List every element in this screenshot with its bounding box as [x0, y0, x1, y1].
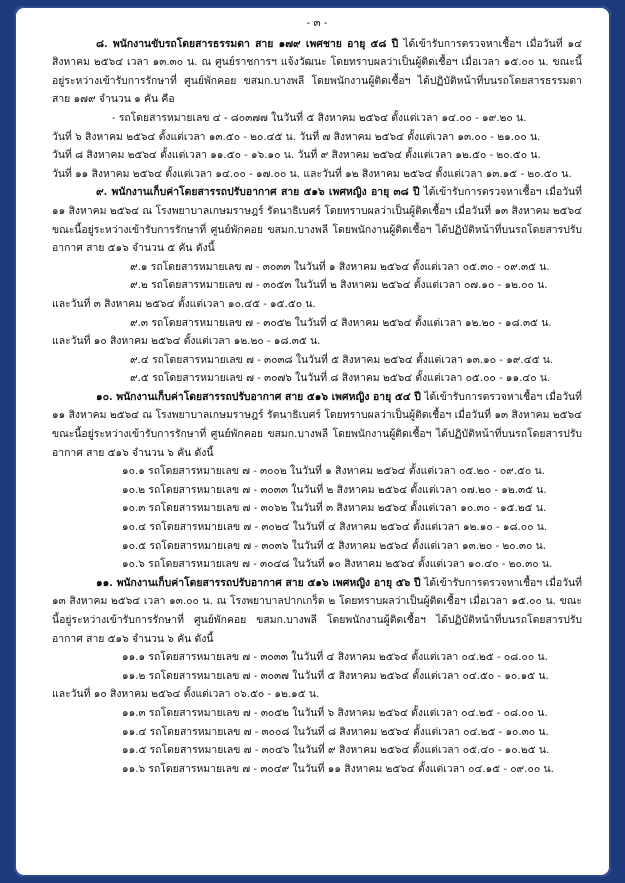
case-body-text: ได้เข้ารับการตรวจหาเชื้อฯ เมื่อวันที่ ๑๓ สิงหาคม ๒๕๖๔ เวลา ๑๓.๐๐ น. ณ โรงพยาบาลปากเกร็ด ๒ โดยทราบผลว่าเป็นผู้ติดเชื้อฯ เมื่อเวลา ๑๕.๐๐ น. ขณะนี้อยู่ระหว่างเข้ารับการรักษาที่ ศูนย์พักคอย ขสมก.บางพลี โดยพนักงานผู้ติดเชื้อฯ ได้ปฏิบัติหน้าที่บนรถโดยสารปรับอากาศ สาย ๕๑๖ จำนวน ๖ คัน ดังนี้ [52, 576, 582, 645]
schedule-continuation: วันที่ ๖ สิงหาคม ๒๕๖๔ ตั้งแต่เวลา ๑๓.๕๐ - ๒๐.๔๕ น. วันที่ ๗ สิงหาคม ๒๕๖๔ ตั้งแต่เวลา ๑๓.๐๐ - ๒๑.๐๐ น. [52, 130, 541, 143]
case-paragraph [52, 35, 582, 109]
case-body-text: ได้เข้ารับการตรวจหาเชื้อฯ เมื่อวันที่ ๑๔ สิงหาคม ๒๕๖๔ เวลา ๑๓.๓๐ น. ณ ศูนย์ราชการฯ แจ้งวัฒนะ โดยทราบผลว่าเป็นผู้ติดเชื้อฯ เมื่อเวลา ๑๕.๐๐ น. ขณะนี้อยู่ระหว่างเข้ารับการรักษาที่ ศูนย์พักคอย ขสมก.บางพลี โดยพนักงานผู้ติดเชื้อฯ ได้ปฏิบัติหน้าที่บนรถโดยสารธรรมดา สาย ๑๗๙ จำนวน ๑ คัน คือ [52, 37, 582, 106]
case-body-text: ได้เข้ารับการตรวจหาเชื้อฯ เมื่อวันที่ ๑๑ สิงหาคม ๒๕๖๔ ณ โรงพยาบาลเกษมราษฎร์ รัตนาธิเบศร์ โดยทราบผลว่าเป็นผู้ติดเชื้อฯ เมื่อวันที่ ๑๓ สิงหาคม ๒๕๖๔ ขณะนี้อยู่ระหว่างเข้ารับการรักษาที่ ศูนย์พักคอย ขสมก.บางพลี โดยพนักงานผู้ติดเชื้อฯ ได้ปฏิบัติหน้าที่บนรถโดยสารปรับอากาศ สาย ๕๑๖ จำนวน ๖ คัน ดังนี้ [52, 390, 582, 459]
page-number: - ๓ - [306, 17, 328, 29]
case-paragraph [52, 183, 582, 257]
case-paragraph [52, 574, 582, 648]
schedule-line: ๑๐.๖ รถโดยสารหมายเลข ๗ - ๓๐๔๘ ในวันที่ ๑๐ สิงหาคม ๒๕๖๔ ตั้งแต่เวลา ๑๐.๔๐ - ๒๐.๓๐ น. [122, 558, 553, 571]
case-section [52, 35, 582, 184]
case-section [52, 388, 582, 574]
schedule-line: ๑๐.๕ รถโดยสารหมายเลข ๗ - ๓๐๓๖ ในวันที่ ๕ สิงหาคม ๒๕๖๔ ตั้งแต่เวลา ๑๓.๒๐ - ๒๐.๓๐ น. [122, 539, 547, 552]
schedule-line: ๑๑.๒ รถโดยสารหมายเลข ๗ - ๓๐๓๗ ในวันที่ ๕ สิงหาคม ๒๕๖๔ ตั้งแต่เวลา ๐๔.๕๐ - ๑๐.๑๕ น. [122, 669, 549, 682]
schedule-line: ๙.๒ รถโดยสารหมายเลข ๗ - ๓๐๕๓ ในวันที่ ๒ สิงหาคม ๒๕๖๔ ตั้งแต่เวลา ๐๗.๑๐ - ๑๒.๐๐ น. [130, 279, 548, 292]
schedule-line: ๙.๔ รถโดยสารหมายเลข ๗ - ๓๐๓๘ ในวันที่ ๕ สิงหาคม ๒๕๖๔ ตั้งแต่เวลา ๑๓.๑๐ - ๑๙.๔๕ น. [130, 353, 554, 366]
schedule-line: - รถโดยสารหมายเลข ๔ - ๘๐๓๗๗ ในวันที่ ๕ สิงหาคม ๒๕๖๔ ตั้งแต่เวลา ๑๔.๐๐ - ๑๙.๒๐ น. [112, 111, 527, 124]
schedule-line: ๑๑.๕ รถโดยสารหมายเลข ๗ - ๓๐๔๖ ในวันที่ ๙ สิงหาคม ๒๕๖๔ ตั้งแต่เวลา ๐๕.๔๐ - ๑๐.๒๕ น. [122, 744, 550, 757]
schedule-line: ๑๐.๒ รถโดยสารหมายเลข ๗ - ๓๐๓๓ ในวันที่ ๒ สิงหาคม ๒๕๖๔ ตั้งแต่เวลา ๐๗.๒๐ - ๑๒.๓๕ น. [122, 483, 547, 496]
schedule-continuation: วันที่ ๑๑ สิงหาคม ๒๕๖๔ ตั้งแต่เวลา ๑๔.๐๐ - ๑๗.๐๐ น. และวันที่ ๑๒ สิงหาคม ๒๕๖๔ ตั้งแต่เวลา ๑๓.๑๕ - ๒๐.๕๐ น. [52, 167, 572, 180]
schedule-line: ๙.๑ รถโดยสารหมายเลข ๗ - ๓๐๓๓ ในวันที่ ๑ สิงหาคม ๒๕๖๔ ตั้งแต่เวลา ๐๕.๓๐ - ๐๙.๓๕ น. [130, 260, 550, 273]
case-heading: ๑๑. พนักงานเก็บค่าโดยสารรถปรับอากาศ สาย ๕๑๖ เพศหญิง อายุ ๕๖ ปี [96, 576, 421, 589]
schedule-line: ๙.๓ รถโดยสารหมายเลข ๗ - ๓๐๕๒ ในวันที่ ๔ สิงหาคม ๒๕๖๔ ตั้งแต่เวลา ๑๒.๒๐ - ๑๘.๓๕ น. [130, 316, 552, 329]
case-section [52, 574, 582, 779]
sections-container [52, 35, 582, 779]
case-body-text: ได้เข้ารับการตรวจหาเชื้อฯ เมื่อวันที่ ๑๑ สิงหาคม ๒๕๖๔ ณ โรงพยาบาลเกษมราษฎร์ รัตนาธิเบศร์ โดยทราบผลว่าเป็นผู้ติดเชื้อฯ เมื่อวันที่ ๑๓ สิงหาคม ๒๕๖๔ ขณะนี้อยู่ระหว่างเข้ารับการรักษาที่ ศูนย์พักคอย ขสมก.บางพลี โดยพนักงานผู้ติดเชื้อฯ ได้ปฏิบัติหน้าที่บนรถโดยสารปรับอากาศ สาย ๕๑๖ จำนวน ๕ คัน ดังนี้ [52, 186, 582, 255]
schedule-line: ๑๐.๔ รถโดยสารหมายเลข ๗ - ๓๐๒๔ ในวันที่ ๔ สิงหาคม ๒๕๖๔ ตั้งแต่เวลา ๑๒.๑๐ - ๑๘.๐๐ น. [122, 521, 548, 534]
page-frame [14, 6, 611, 877]
case-section [52, 183, 582, 388]
schedule-line: ๑๑.๓ รถโดยสารหมายเลข ๗ - ๓๐๕๒ ในวันที่ ๖ สิงหาคม ๒๕๖๔ ตั้งแต่เวลา ๐๔.๒๕ - ๐๘.๐๐ น. [122, 706, 548, 719]
schedule-continuation: และวันที่ ๑๐ สิงหาคม ๒๕๖๔ ตั้งแต่เวลา ๐๖.๕๐ - ๑๒.๑๕ น. [52, 688, 320, 701]
schedule-line: ๑๑.๖ รถโดยสารหมายเลข ๗ - ๓๐๔๙ ในวันที่ ๑๑ สิงหาคม ๒๕๖๔ ตั้งแต่เวลา ๐๔.๑๕ - ๐๙.๐๐ น. [122, 762, 554, 775]
schedule-continuation: วันที่ ๘ สิงหาคม ๒๕๖๔ ตั้งแต่เวลา ๑๑.๕๐ - ๑๖.๑๐ น. วันที่ ๙ สิงหาคม ๒๕๖๔ ตั้งแต่เวลา ๑๒.๕๐ - ๒๐.๕๐ น. [52, 149, 541, 162]
schedule-continuation: และวันที่ ๓ สิงหาคม ๒๕๖๔ ตั้งแต่เวลา ๑๐.๔๕ - ๑๕.๕๐ น. [52, 297, 316, 310]
schedule-continuation: และวันที่ ๑๐ สิงหาคม ๒๕๖๔ ตั้งแต่เวลา ๑๒.๒๐ - ๑๘.๓๕ น. [52, 335, 321, 348]
case-heading: ๘. พนักงานขับรถโดยสารธรรมดา สาย ๑๗๙ เพศชาย อายุ ๕๘ ปี [96, 37, 399, 50]
schedule-line: ๑๐.๓ รถโดยสารหมายเลข ๗ - ๓๐๖๒ ในวันที่ ๓ สิงหาคม ๒๕๖๔ ตั้งแต่เวลา ๑๐.๓๐ - ๑๕.๒๕ น. [122, 502, 547, 515]
case-heading: ๙. พนักงานเก็บค่าโดยสารรถปรับอากาศ สาย ๕๑๖ เพศหญิง อายุ ๓๘ ปี [96, 186, 420, 199]
schedule-line: ๑๑.๔ รถโดยสารหมายเลข ๗ - ๓๐๐๘ ในวันที่ ๘ สิงหาคม ๒๕๖๔ ตั้งแต่เวลา ๐๔.๒๕ - ๑๐.๓๐ น. [122, 725, 549, 738]
schedule-line: ๙.๕ รถโดยสารหมายเลข ๗ - ๓๐๗๖ ในวันที่ ๘ สิงหาคม ๒๕๖๔ ตั้งแต่เวลา ๐๕.๐๐ - ๑๑.๔๐ น. [130, 372, 551, 385]
schedule-line: ๑๑.๑ รถโดยสารหมายเลข ๗ - ๓๐๓๓ ในวันที่ ๔ สิงหาคม ๒๕๖๔ ตั้งแต่เวลา ๐๔.๒๕ - ๐๘.๐๐ น. [122, 651, 548, 664]
document-body [52, 14, 582, 778]
case-paragraph [52, 388, 582, 462]
schedule-line: ๑๐.๑ รถโดยสารหมายเลข ๗ - ๓๐๐๒ ในวันที่ ๑ สิงหาคม ๒๕๖๔ ตั้งแต่เวลา ๐๕.๒๐ - ๐๙.๕๐ น. [122, 465, 545, 478]
case-heading: ๑๐. พนักงานเก็บค่าโดยสารรถปรับอากาศ สาย ๕๑๖ เพศหญิง อายุ ๕๔ ปี [96, 390, 421, 403]
